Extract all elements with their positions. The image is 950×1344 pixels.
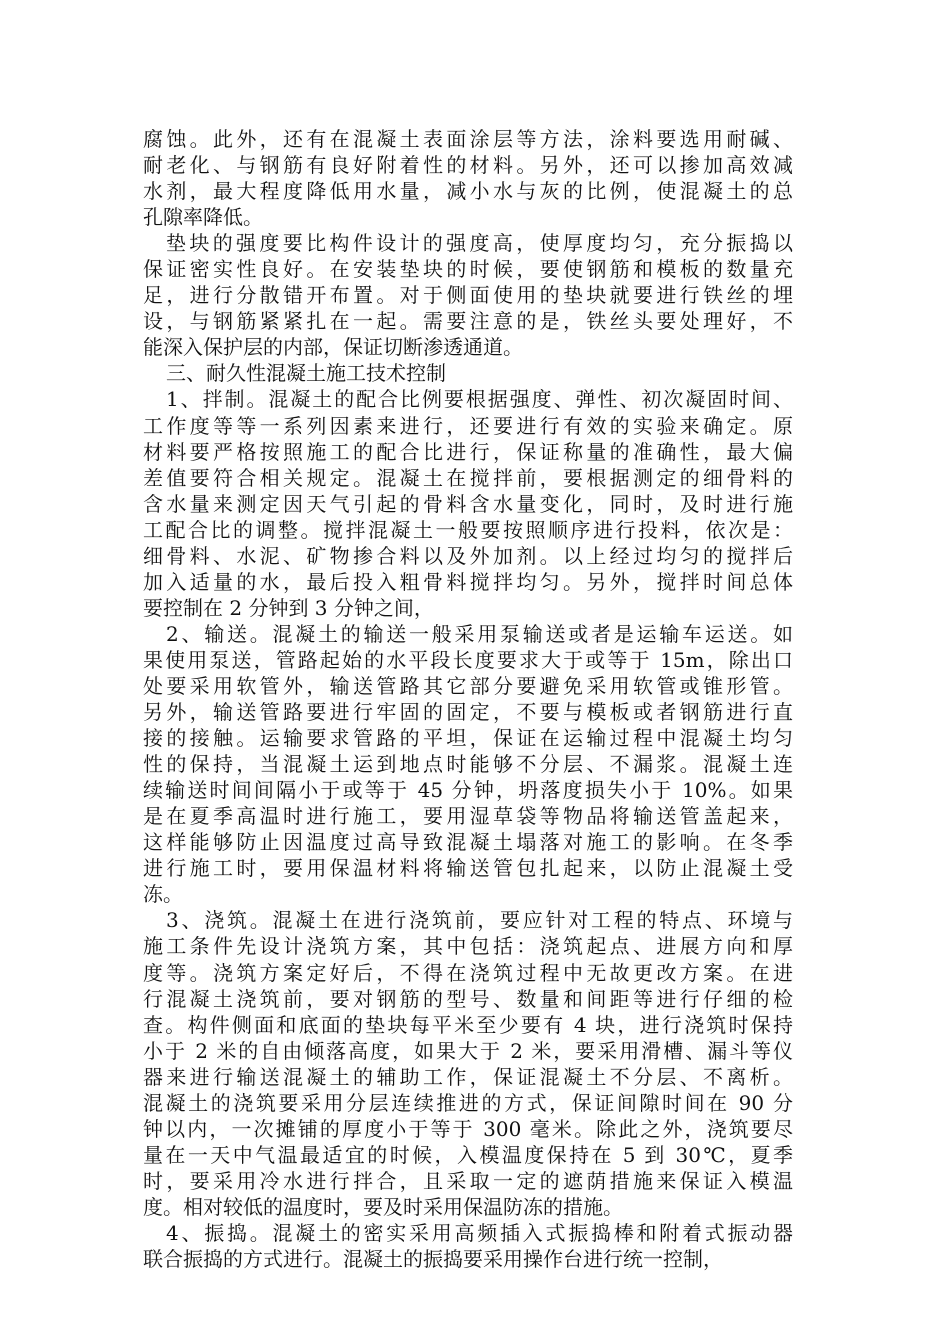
text-line: 混凝土的浇筑要采用分层连续推进的方式，保证间隙时间在 90 分 [143, 1090, 793, 1115]
paragraph [143, 230, 793, 360]
text-line: 工配合比的调整。搅拌混凝土一般要按照顺序进行投料，依次是： [143, 517, 793, 542]
text-line: 是在夏季高温时进行施工，要用湿草袋等物品将输送管盖起来， [143, 804, 793, 829]
text-line: 耐老化、与钢筋有良好附着性的材料。另外，还可以掺加高效减 [143, 153, 793, 178]
text-line: 垫块的强度要比构件设计的强度高，使厚度均匀，充分振捣以 [166, 231, 793, 256]
text-line: 三、耐久性混凝土施工技术控制 [166, 361, 446, 386]
text-line: 细骨料、水泥、矿物掺合料以及外加剂。以上经过均匀的搅拌后 [143, 543, 793, 568]
text-line: 度等。浇筑方案定好后，不得在浇筑过程中无故更改方案。在进 [143, 960, 793, 985]
paragraph [143, 386, 793, 620]
paragraph [143, 621, 793, 908]
paragraph [143, 126, 793, 230]
text-line: 联合振捣的方式进行。混凝土的振捣要采用操作台进行统一控制， [143, 1247, 723, 1272]
text-line: 时，要采用冷水进行拌合，且采取一定的遮荫措施来保证入模温 [143, 1168, 793, 1193]
text-line: 果使用泵送，管路起始的水平段长度要求大于或等于 15m，除出口 [143, 647, 793, 672]
text-line: 材料要严格按照施工的配合比进行，保证称量的准确性，最大偏 [143, 439, 793, 464]
text-line: 另外，输送管路要进行牢固的固定，不要与模板或者钢筋进行直 [143, 700, 793, 725]
text-line: 小于 2 米的自由倾落高度，如果大于 2 米，要采用滑槽、漏斗等仪 [143, 1038, 793, 1063]
text-line: 这样能够防止因温度过高导致混凝土塌落对施工的影响。在冬季 [143, 830, 793, 855]
text-line: 足，进行分散错开布置。对于侧面使用的垫块就要进行铁丝的埋 [143, 283, 793, 308]
text-line: 差值要符合相关规定。混凝土在搅拌前，要根据测定的细骨料的 [143, 465, 793, 490]
text-line: 水剂，最大程度降低用水量，减小水与灰的比例，使混凝土的总 [143, 179, 793, 204]
text-line: 度。相对较低的温度时，要及时采用保温防冻的措施。 [143, 1194, 623, 1219]
text-line: 3、浇筑。混凝土在进行浇筑前，要应针对工程的特点、环境与 [166, 908, 793, 933]
text-line: 施工条件先设计浇筑方案，其中包括：浇筑起点、进展方向和厚 [143, 934, 793, 959]
text-line: 处要采用软管外，输送管路其它部分要避免采用软管或锥形管。 [143, 673, 793, 698]
text-line: 查。构件侧面和底面的垫块每平米至少要有 4 块，进行浇筑时保持 [143, 1012, 793, 1037]
text-line: 行混凝土浇筑前，要对钢筋的型号、数量和间距等进行仔细的检 [143, 986, 793, 1011]
text-line: 2、输送。混凝土的输送一般采用泵输送或者是运输车运送。如 [166, 621, 793, 646]
text-line: 能深入保护层的内部，保证切断渗透通道。 [143, 335, 523, 360]
text-line: 含水量来测定因天气引起的骨料含水量变化，同时，及时进行施 [143, 491, 793, 516]
text-line: 4、振捣。混凝土的密实采用高频插入式振捣棒和附着式振动器 [166, 1220, 793, 1245]
document-body [143, 126, 793, 1272]
text-line: 腐蚀。此外，还有在混凝土表面涂层等方法，涂料要选用耐碱、 [143, 127, 793, 151]
text-line: 器来进行输送混凝土的辅助工作，保证混凝土不分层、不离析。 [143, 1064, 793, 1089]
text-line: 接的接触。运输要求管路的平坦，保证在运输过程中混凝土均匀 [143, 726, 793, 751]
text-line: 1、拌制。混凝土的配合比例要根据强度、弹性、初次凝固时间、 [166, 387, 793, 412]
text-line: 设，与钢筋紧紧扎在一起。需要注意的是，铁丝头要处理好，不 [143, 309, 793, 334]
text-line: 量在一天中气温最适宜的时候，入模温度保持在 5 到 30℃，夏季 [143, 1142, 793, 1167]
text-line: 工作度等等一系列因素来进行，还要进行有效的实验来确定。原 [143, 413, 793, 438]
paragraph [143, 360, 793, 386]
text-line: 冻。 [143, 882, 183, 907]
text-line: 性的保持，当混凝土运到地点时能够不分层、不漏浆。混凝土连 [143, 752, 793, 777]
paragraph [143, 907, 793, 1220]
text-line: 钟以内，一次摊铺的厚度小于等于 300 毫米。除此之外，浇筑要尽 [143, 1116, 793, 1141]
text-line: 进行施工时，要用保温材料将输送管包扎起来，以防止混凝土受 [143, 856, 793, 881]
text-line: 要控制在 2 分钟到 3 分钟之间， [143, 595, 434, 620]
text-line: 续输送时间间隔小于或等于 45 分钟，坍落度损失小于 10%。如果 [143, 778, 793, 803]
paragraph [143, 1220, 793, 1272]
text-line: 孔隙率降低。 [143, 205, 263, 230]
text-line: 加入适量的水，最后投入粗骨料搅拌均匀。另外，搅拌时间总体 [143, 569, 793, 594]
text-line: 保证密实性良好。在安装垫块的时候，要使钢筋和模板的数量充 [143, 257, 793, 282]
